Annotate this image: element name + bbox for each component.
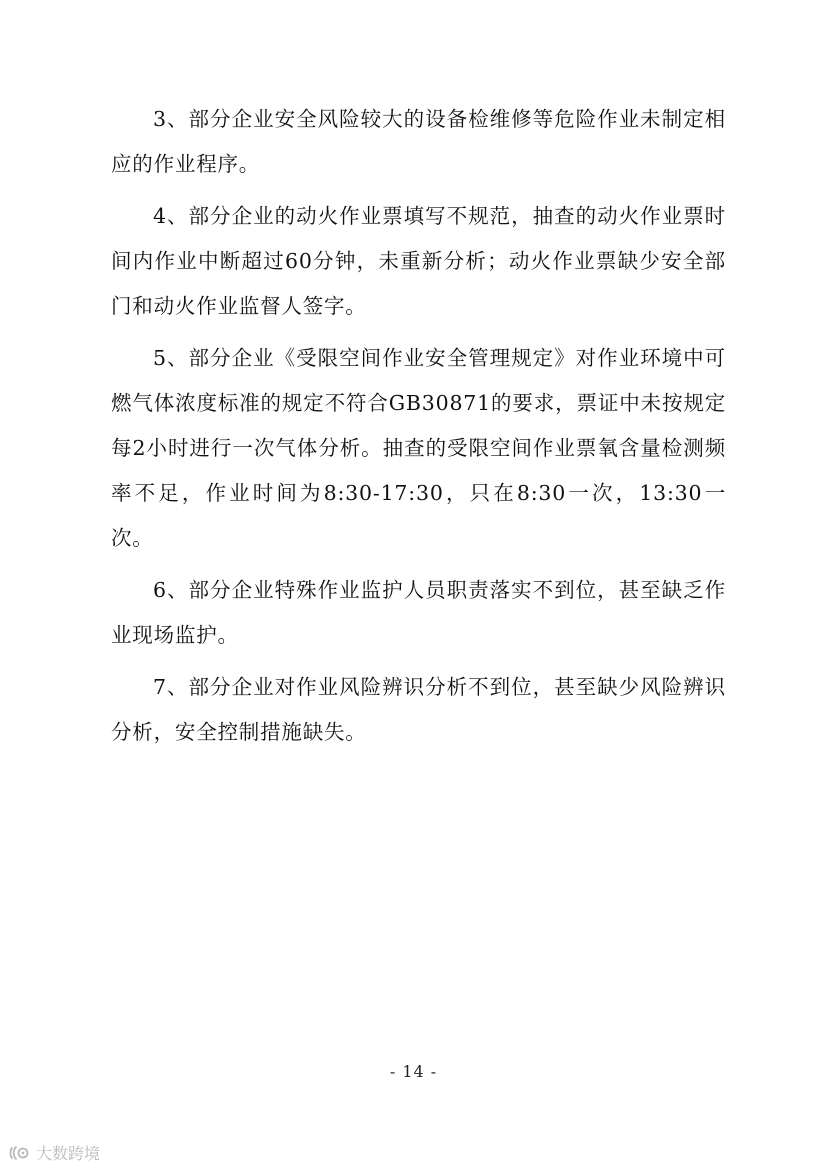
paragraph-item-4: 4、部分企业的动火作业票填写不规范，抽查的动火作业票时间内作业中断超过60分钟，未重新分析；动火作业票缺少安全部门和动火作业监督人签字。 — [111, 204, 726, 318]
paragraph-item-7: 7、部分企业对作业风险辨识分析不到位，甚至缺少风险辨识分析，安全控制措施缺失。 — [111, 675, 726, 744]
watermark — [8, 1141, 100, 1164]
paragraph-item-5: 5、部分企业《受限空间作业安全管理规定》对作业环境中可燃气体浓度标准的规定不符合GB30871的要求，票证中未按规定每2小时进行一次气体分析。抽查的受限空间作业票氧含量检测频率不足，作业时间为8:30-17:30，只在8:30一次，13:30一次。 — [111, 346, 726, 550]
page-number: - 14 - — [389, 1062, 438, 1081]
logo-icon — [8, 1144, 32, 1162]
paragraph-item-3: 3、部分企业安全风险较大的设备检维修等危险作业未制定相应的作业程序。 — [111, 107, 726, 176]
watermark-text: 大数跨境 — [36, 1144, 101, 1163]
document-body — [111, 97, 726, 762]
paragraph-item-6: 6、部分企业特殊作业监护人员职责落实不到位，甚至缺乏作业现场监护。 — [111, 578, 726, 647]
